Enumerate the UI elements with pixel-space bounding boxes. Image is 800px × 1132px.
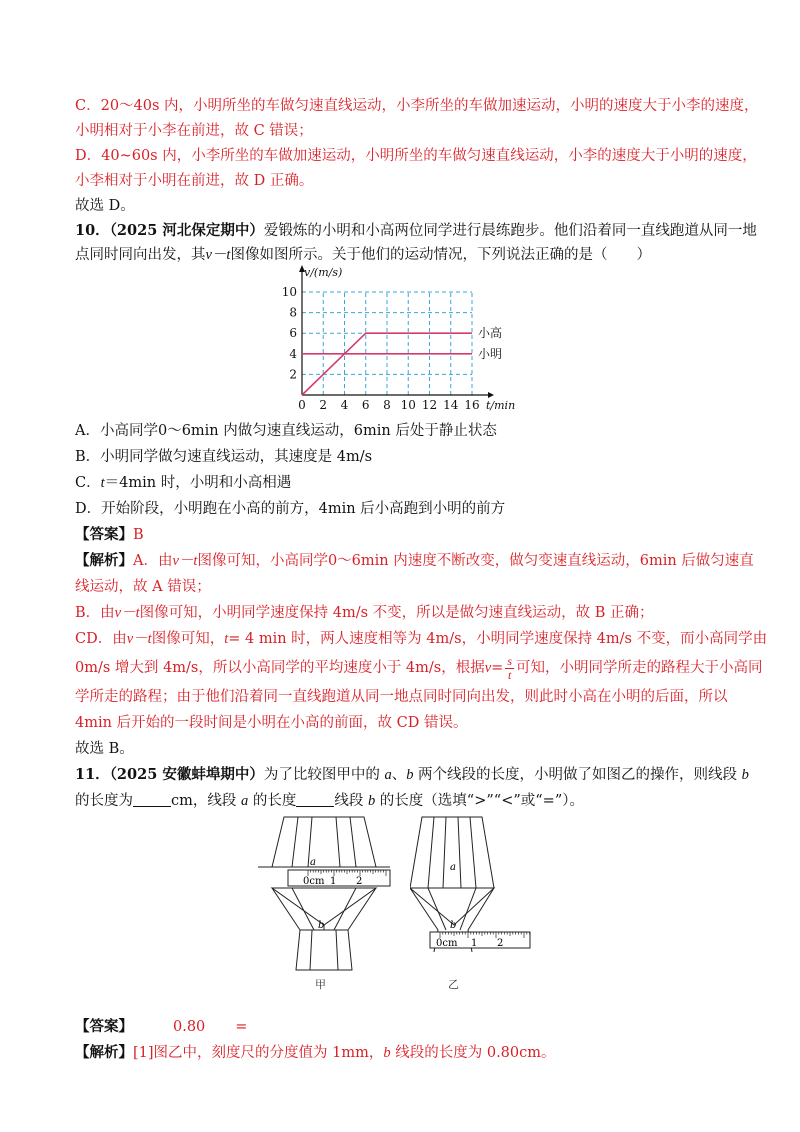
q10-answer	[75, 524, 144, 546]
q10-analysis-a1	[75, 550, 754, 572]
q10-analysis-label: 【解析】	[75, 552, 133, 569]
q10-option-a: A．小高同学0～6min 内做匀速直线运动，6min 后处于静止状态	[75, 423, 497, 439]
q11-stem-text2c: 的长度	[248, 793, 297, 809]
q9-option-c-line1: C．20～40s 内，小明所坐的车做匀速直线运动，小李所坐的车做加速运动，小明的速度大于小李的速度，	[75, 98, 759, 114]
q10-option-c	[75, 472, 291, 494]
y-tick-label: 10	[281, 285, 297, 299]
q10-analysis-cd2-text: 可知，小明同学所走的路程大于小高同	[516, 660, 763, 676]
q11-stem-text2a: 的长度为	[75, 793, 133, 809]
q11-stem-a: a	[384, 767, 392, 783]
ruler-jia-label-0: 0cm	[303, 876, 325, 887]
q11-stem-text2d: 线段	[334, 793, 368, 809]
q10-analysis-cd1-pre: CD．由	[75, 631, 127, 647]
x-tick-label: 0	[298, 398, 306, 412]
chart-grid	[302, 292, 472, 395]
q11-stem-line2	[75, 790, 584, 812]
formula-fraction	[505, 655, 514, 682]
x-tick-label: 14	[443, 398, 459, 412]
q10-analysis-cd-vt: v－t	[126, 631, 152, 647]
q9-choice: 故选 D。	[75, 198, 135, 214]
q10-option-d: D．开始阶段，小明跑在小高的前方，4min 后小高跑到小明的前方	[75, 501, 506, 517]
y-tick-label: 2	[289, 367, 297, 382]
q11-stem-text2e: 的长度（选填“>”“<”或“=”）。	[375, 793, 584, 809]
q10-stem-text2b: 图像如图所示。关于他们的运动情况，下列说法正确的是（ ）	[230, 247, 651, 263]
figure-yi	[410, 812, 540, 992]
series-label-2: 小明	[478, 346, 503, 361]
q11-stem-text2b: cm，线段	[171, 793, 241, 809]
q10-option-c-pre: C．	[75, 475, 101, 491]
q11-analysis-label: 【解析】	[75, 1044, 133, 1061]
figure-yi-label-b: b	[450, 920, 457, 931]
x-tick-label: 6	[361, 398, 370, 412]
q11-stem-b3: b	[367, 793, 376, 809]
q10-analysis-cd4: 4min 后开始的一段时间是小明在小高的前面，故 CD 错误。	[75, 715, 468, 731]
q11-number: 11．	[75, 766, 110, 783]
q11-analysis-text1: [1]图乙中，刻度尺的分度值为 1mm，	[133, 1045, 384, 1061]
q11-stem-text1a: 为了比较图甲中的	[263, 767, 385, 783]
q10-analysis-b-vt: v－t	[114, 605, 140, 621]
q10-option-c-post: ＝4min 时，小明和小高相遇	[104, 475, 292, 491]
x-tick-label: 16	[464, 398, 480, 412]
figure-jia-label-a: a	[310, 857, 316, 868]
q9-option-d-line2: 小李相对于小明在前进，故 D 正确。	[75, 173, 314, 189]
q11-answer-label: 【答案】	[75, 1018, 133, 1035]
q9-option-d-line1: D．40~60s 内，小李所坐的车做加速运动，小明所坐的车做匀速直线运动，小李的速度大于小明的速度，	[75, 148, 757, 164]
chart-ticks	[282, 285, 480, 412]
fill-blank-1[interactable]	[133, 792, 171, 807]
chart-labels	[304, 266, 515, 412]
q10-analysis-cd1-t: t	[224, 631, 229, 647]
series-label-1: 小高	[478, 326, 503, 341]
q10-source: （2025 河北保定期中）	[109, 222, 264, 239]
q11-stem-text1b: 、	[391, 767, 407, 783]
x-tick-label: 12	[421, 398, 438, 412]
figure-jia-caption: 甲	[315, 978, 326, 991]
q10-option-b: B．小明同学做匀速直线运动，其速度是 4m/s	[75, 449, 373, 465]
x-tick-label: 8	[383, 398, 391, 412]
figure-yi-label-a: a	[450, 862, 456, 873]
x-tick-label: 4	[340, 398, 349, 412]
q11-answer-2: =	[235, 1019, 248, 1035]
x-tick-label: 10	[400, 398, 416, 412]
q11-analysis-text2: 线段的长度为 0.80cm。	[390, 1045, 556, 1061]
figure-jia	[258, 812, 408, 992]
q10-stem-text2a: 点同时同向出发，其	[75, 247, 206, 263]
q11-stem-line1	[75, 764, 749, 786]
q10-analysis-cd1-text: = 4 min 时，两人速度相等为 4m/s，小明同学速度保持 4m/s 不变，而小高同学由	[228, 631, 768, 647]
ruler-jia-label-1: 1	[330, 876, 337, 887]
q10-analysis-cd2	[75, 654, 763, 682]
q10-analysis-cd1-mid: 图像可知，	[151, 631, 225, 647]
y-axis-label: v/(m/s)	[304, 266, 343, 279]
q10-analysis-a1-text: 图像可知，小高同学0～6min 内速度不断改变，做匀变速直线运动，6min 后做匀速直	[197, 553, 754, 569]
q10-answer-label: 【答案】	[75, 526, 133, 543]
figure-yi-caption: 乙	[448, 978, 459, 991]
ruler-yi-label-0: 0cm	[436, 938, 458, 949]
q10-choice: 故选 B。	[75, 741, 134, 757]
y-tick-label: 8	[289, 305, 297, 320]
x-tick-label: 2	[319, 398, 328, 412]
q10-analysis-vt: v－t	[172, 553, 198, 569]
ruler-yi-label-1: 1	[471, 938, 478, 949]
q10-stem-text1: 爱锻炼的小明和小高两位同学进行晨练跑步。他们沿着同一直线跑道从同一地	[263, 223, 757, 239]
x-axis-arrow	[488, 392, 494, 398]
q11-stem-b2: b	[741, 767, 749, 783]
q10-analysis-cd2-pre: 0m/s 增大到 4m/s，所以小高同学的平均速度小于 4m/s，根据	[75, 660, 485, 676]
q10-analysis-a2: 线运动，故 A 错误；	[75, 579, 211, 595]
vt-chart	[262, 262, 532, 416]
q11-stem-b: b	[406, 767, 414, 783]
q10-analysis-a1-pre: A．由	[133, 553, 173, 569]
figure-jia-label-b: b	[318, 920, 325, 931]
q10-analysis-b1-pre: B．由	[75, 605, 115, 621]
q10-stem-vt: v－t	[205, 247, 231, 263]
y-tick-label: 6	[289, 326, 297, 341]
y-tick-label: 4	[289, 346, 297, 361]
q11-stem-text1c: 两个线段的长度，小明做了如图乙的操作，则线段	[413, 767, 742, 783]
q10-number: 10．	[75, 222, 110, 239]
q10-answer-value: B	[133, 527, 144, 543]
q10-analysis-b1	[75, 602, 654, 624]
q10-analysis-b1-text: 图像可知，小明同学速度保持 4m/s 不变，所以是做匀速直线运动，故 B 正确；	[139, 605, 654, 621]
q11-answer	[75, 1016, 247, 1038]
q11-stem-a2: a	[240, 793, 249, 809]
ruler-jia-label-2: 2	[356, 876, 363, 887]
chart-axes	[299, 265, 494, 398]
q11-analysis	[75, 1042, 556, 1064]
q11-answer-1: 0.80	[173, 1019, 206, 1035]
q9-option-c-line2: 小明相对于小李在前进，故 C 错误；	[75, 123, 313, 139]
q10-stem-line1	[75, 220, 757, 242]
formula-num: s	[507, 653, 512, 668]
q11-analysis-b: b	[383, 1045, 391, 1061]
ruler-yi-label-2: 2	[497, 938, 504, 949]
formula-v: v	[484, 660, 492, 676]
q10-option-c-t: t	[100, 475, 105, 491]
fill-blank-2[interactable]	[296, 792, 334, 807]
q10-analysis-cd3: 学所走的路程；由于他们沿着同一直线跑道从同一地点同时同向出发，则此时小高在小明的后面，所以	[75, 689, 728, 705]
x-axis-label: t/min	[486, 399, 516, 412]
formula-den: t	[507, 667, 512, 682]
q10-analysis-cd1	[75, 628, 767, 650]
formula-eq: =	[491, 660, 504, 676]
q11-source: （2025 安徽蚌埠期中）	[109, 766, 264, 783]
